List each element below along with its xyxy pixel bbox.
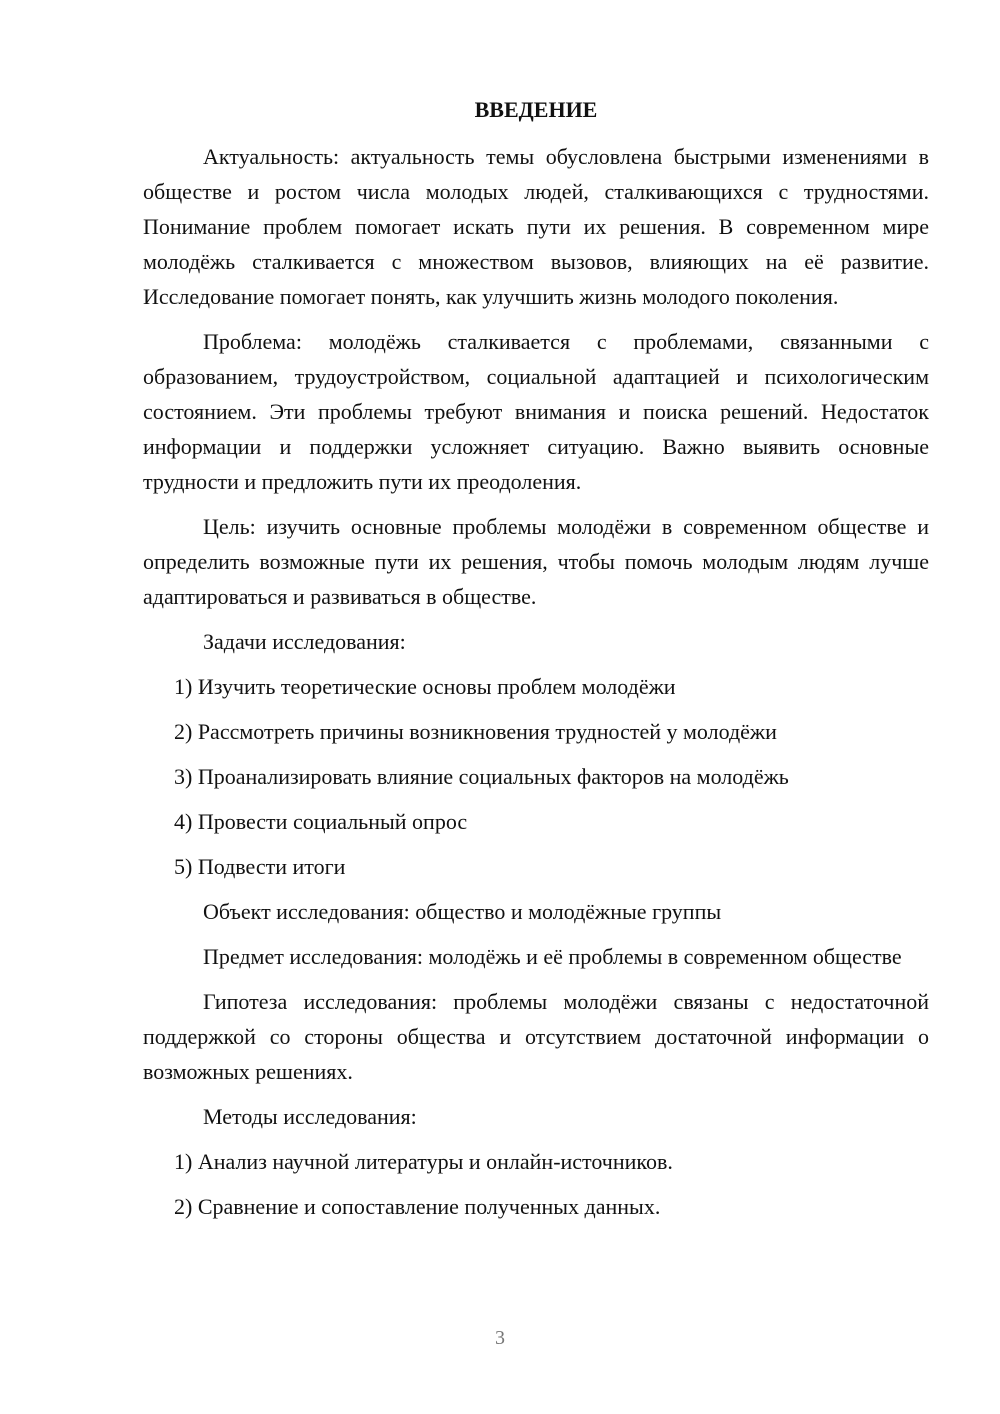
method-item-1: 1) Анализ научной литературы и онлайн-источников.	[174, 1149, 673, 1174]
task-item-2: 2) Рассмотреть причины возникновения трудностей у молодёжи	[174, 719, 777, 744]
relevance-paragraph: Актуальность: актуальность темы обусловлена быстрыми изменениями в обществе и ростом числа молодых людей, сталкивающихся с трудностями. Понимание проблем помогает искать пути их решения. В современном мире молодёжь сталкивается с множеством вызовов, влияющих на её развитие. Исследование помогает понять, как улучшить жизнь молодого поколения.	[143, 144, 929, 309]
problem-paragraph: Проблема: молодёжь сталкивается с проблемами, связанными с образованием, трудоустройством, социальной адаптацией и психологическим состоянием. Эти проблемы требуют внимания и поиска решений. Недостаток информации и поддержки усложняет ситуацию. Важно выявить основные трудности и предложить пути их преодоления.	[143, 329, 929, 494]
object-paragraph: Объект исследования: общество и молодёжные группы	[203, 899, 722, 924]
hypothesis-paragraph: Гипотеза исследования: проблемы молодёжи связаны с недостаточной поддержкой со стороны общества и отсутствием достаточной информации о возможных решениях.	[143, 989, 929, 1084]
page-content	[143, 92, 929, 1234]
task-item-5: 5) Подвести итоги	[174, 854, 346, 879]
tasks-heading: Задачи исследования:	[203, 629, 406, 654]
task-item-4: 4) Провести социальный опрос	[174, 809, 468, 834]
tasks-list	[143, 669, 929, 884]
methods-list	[143, 1144, 929, 1224]
page-number: 3	[495, 1327, 505, 1349]
task-item-1: 1) Изучить теоретические основы проблем молодёжи	[174, 674, 676, 699]
methods-heading: Методы исследования:	[203, 1104, 417, 1129]
subject-paragraph: Предмет исследования: молодёжь и её проблемы в современном обществе	[203, 944, 902, 969]
page-title: ВВЕДЕНИЕ	[474, 97, 598, 122]
goal-paragraph: Цель: изучить основные проблемы молодёжи в современном обществе и определить возможные пути их решения, чтобы помочь молодым людям лучше адаптироваться и развиваться в обществе.	[143, 514, 929, 609]
task-item-3: 3) Проанализировать влияние социальных факторов на молодёжь	[174, 764, 789, 789]
method-item-2: 2) Сравнение и сопоставление полученных данных.	[174, 1194, 661, 1219]
